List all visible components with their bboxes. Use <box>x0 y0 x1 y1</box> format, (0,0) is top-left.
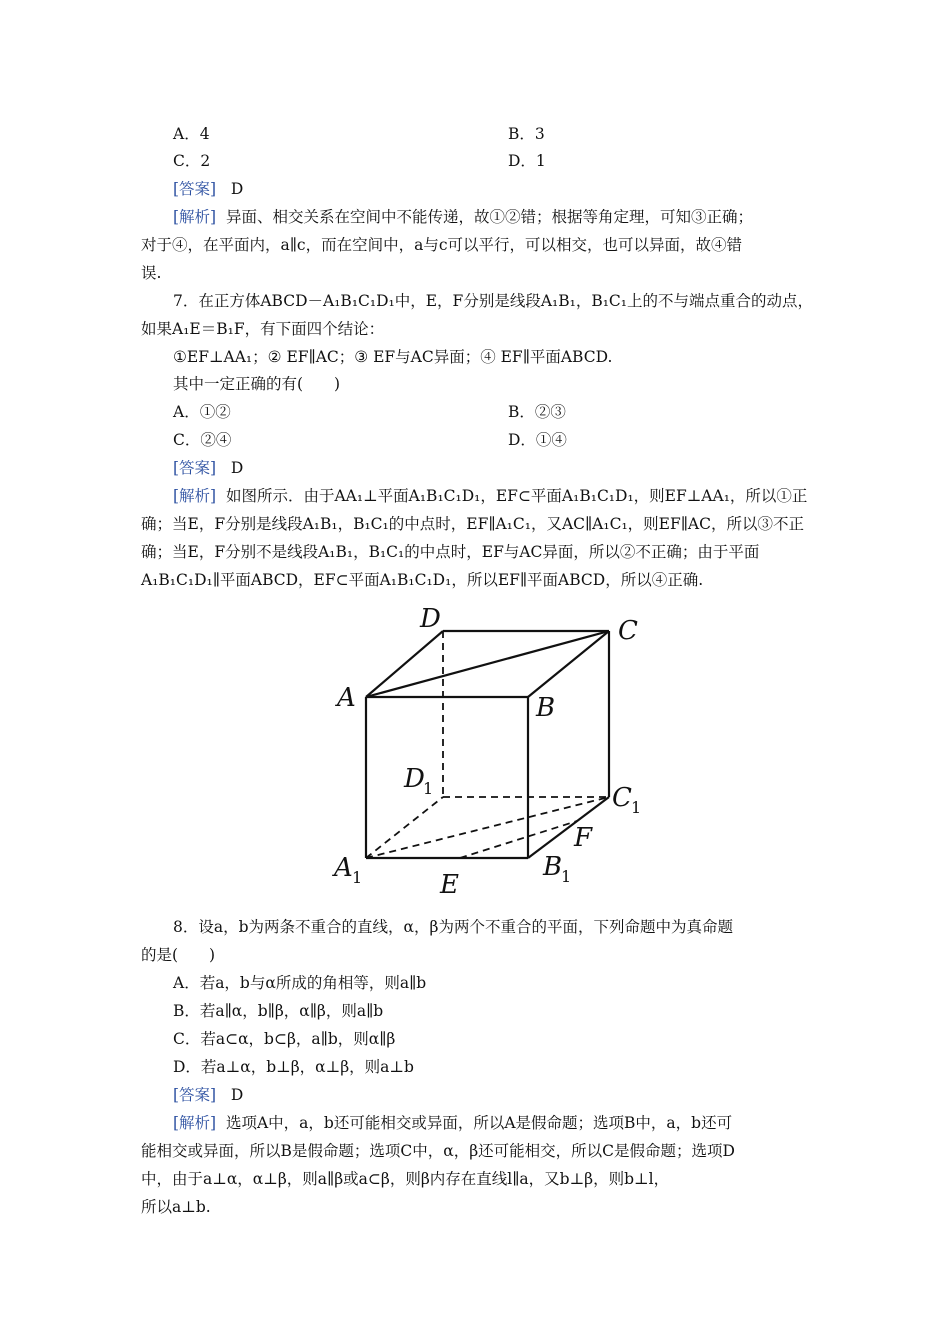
q7-analysis-line-4: A₁B₁C₁D₁∥平面ABCD，EF⊂平面A₁B₁C₁D₁，所以EF∥平面ABCD，所以④正确. <box>141 571 704 589</box>
label-F: F <box>574 823 593 853</box>
q7-analysis-line-2: 确；当E，F分别是线段A₁B₁，B₁C₁的中点时，EF∥A₁C₁，又AC∥A₁C₁，则EF∥AC，所以③不正 <box>141 515 804 533</box>
label-A1-sub: 1 <box>352 868 363 887</box>
analysis-tag: [解析] <box>173 1114 217 1132</box>
edge-B1-C1 <box>528 797 609 858</box>
label-C1: C <box>612 783 632 813</box>
answer-value: D <box>230 180 244 198</box>
label-B1-sub: 1 <box>561 867 572 886</box>
label-A: A <box>337 683 356 713</box>
analysis-text: 异面、相交关系在空间中不能传递，故①②错；根据等角定理，可知③正确； <box>225 208 753 226</box>
label-D: D <box>420 604 441 634</box>
q8-stem-line-1: 8．设a，b为两条不重合的直线，α，β为两个不重合的平面，下列命题中为真命题 <box>173 918 733 936</box>
q7-option-b: B．②③ <box>508 403 566 421</box>
label-B1: B <box>543 852 563 882</box>
label-B: B <box>536 693 556 723</box>
q6-option-d: D．1 <box>508 152 546 170</box>
label-D1: D <box>404 764 425 794</box>
q8-analysis-line-1 <box>173 1111 732 1135</box>
label-E: E <box>440 870 459 900</box>
q7-stem-line-1: 7．在正方体ABCD－A₁B₁C₁D₁中，E，F分别是线段A₁B₁，B₁C₁上的不与端点重合的动点， <box>173 292 814 310</box>
q7-option-d: D．①④ <box>508 431 567 449</box>
answer-tag: [答案] <box>173 459 217 477</box>
q6-answer <box>173 177 243 201</box>
q6-option-c: C．2 <box>173 152 211 170</box>
q6-option-b: B．3 <box>508 125 545 143</box>
q6-analysis-line-3: 误. <box>141 264 162 282</box>
analysis-text: 如图所示．由于AA₁⊥平面A₁B₁C₁D₁，EF⊂平面A₁B₁C₁D₁，则EF⊥AA₁，所以①正 <box>225 487 808 505</box>
q8-analysis-line-2: 能相交或异面，所以B是假命题；选项C中，α，β还可能相交，所以C是假命题；选项D <box>141 1142 735 1160</box>
analysis-tag: [解析] <box>173 487 217 505</box>
label-D1-sub: 1 <box>423 779 434 798</box>
q8-option-c: C．若a⊂α，b⊂β，a∥b，则α∥β <box>173 1030 396 1048</box>
diagonal-A-C <box>366 631 609 697</box>
answer-value: D <box>230 1086 244 1104</box>
q6-analysis-line-2: 对于④，在平面内，a∥c，而在空间中，a与c可以平行，可以相交，也可以异面，故④错 <box>141 236 743 254</box>
q8-analysis-line-4: 所以a⊥b. <box>141 1198 211 1216</box>
q7-analysis-line-3: 确；当E，F分别不是线段A₁B₁，B₁C₁的中点时，EF与AC异面，所以②不正确；由于平面 <box>141 543 760 561</box>
q8-stem-line-2: 的是( ) <box>141 946 216 964</box>
analysis-text: 选项A中，a，b还可能相交或异面，所以A是假命题；选项B中，a，b还可 <box>225 1114 733 1132</box>
label-C1-sub: 1 <box>631 798 642 817</box>
q8-option-b: B．若a∥α，b∥β，α∥β，则a∥b <box>173 1002 384 1020</box>
q7-answer <box>173 456 243 480</box>
q7-analysis-line-1 <box>173 484 807 508</box>
q7-stem-line-4: 其中一定正确的有( ) <box>173 375 341 393</box>
q7-stem-line-3: ①EF⊥AA₁；② EF∥AC；③ EF与AC异面；④ EF∥平面ABCD. <box>173 348 613 366</box>
q8-option-d: D．若a⊥α，b⊥β，α⊥β，则a⊥b <box>173 1058 414 1076</box>
answer-tag: [答案] <box>173 1086 217 1104</box>
cube-figure <box>330 600 650 900</box>
answer-value: D <box>230 459 244 477</box>
answer-tag: [答案] <box>173 180 217 198</box>
q6-analysis-line-1 <box>173 205 753 229</box>
q7-option-a: A．①② <box>173 403 231 421</box>
label-C: C <box>618 616 638 646</box>
q8-analysis-line-3: 中，由于a⊥α，α⊥β，则a∥β或a⊂β，则β内存在直线l∥a，又b⊥β，则b⊥l， <box>141 1170 670 1188</box>
q7-option-c: C．②④ <box>173 431 232 449</box>
q6-option-a: A．4 <box>173 125 210 143</box>
analysis-tag: [解析] <box>173 208 217 226</box>
q7-stem-line-2: 如果A₁E＝B₁F，有下面四个结论： <box>141 320 385 338</box>
q8-option-a: A．若a，b与α所成的角相等，则a∥b <box>173 974 427 992</box>
q8-answer <box>173 1083 243 1107</box>
label-A1: A <box>334 853 353 883</box>
